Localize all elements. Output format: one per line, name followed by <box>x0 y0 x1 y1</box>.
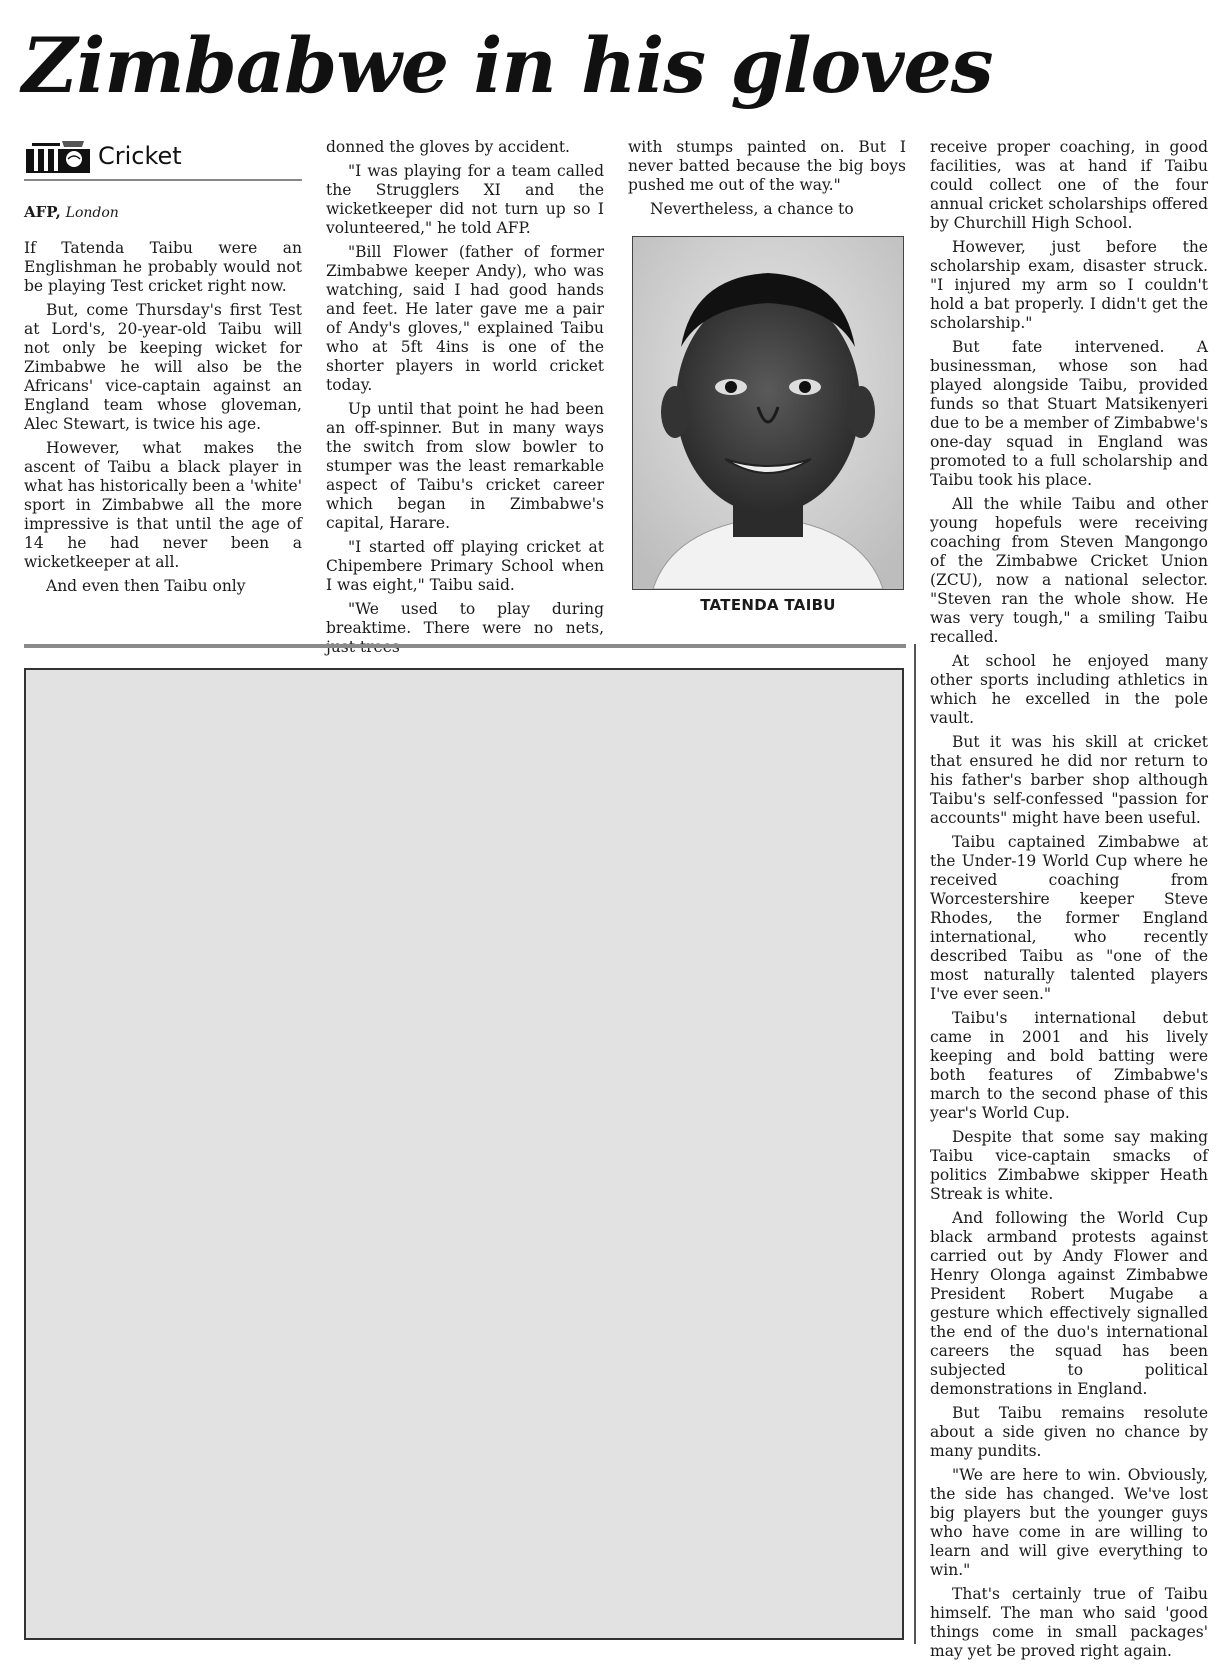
horizontal-divider <box>24 644 906 648</box>
paragraph: However, just before the scholarship exam, disaster struck. "I injured my arm so I couldn't hold a bat properly. I didn't get the scholarship." <box>930 238 1208 332</box>
paragraph: But fate intervened. A businessman, whose son had played alongside Taibu, provided funds so that Stuart Matsikenyeri due to be a member of Zimbabwe's one-day squad in England was promoted to a full scholarship and Taibu took his place. <box>930 338 1208 489</box>
paragraph: Taibu's international debut came in 2001 and his lively keeping and bold batting were both features of Zimbabwe's march to the second phase of this year's World Cup. <box>930 1009 1208 1122</box>
portrait-photo <box>632 236 904 590</box>
paragraph: Nevertheless, a chance to <box>650 200 854 218</box>
portrait-photo-icon <box>633 237 903 589</box>
paragraph: But, come Thursday's first Test at Lord's, 20-year-old Taibu will not only be keeping wicket for Zimbabwe he will also be the Africans' vice-captain against an England team whose gloveman, Alec Stewart, is twice his age. <box>24 301 302 433</box>
paragraph: And even then Taibu only <box>46 577 246 595</box>
paragraph: Despite that some say making Taibu vice-captain smacks of politics Zimbabwe skipper Heath Streak is white. <box>930 1128 1208 1203</box>
paragraph: All the while Taibu and other young hopefuls were receiving coaching from Steven Mangongo of the Zimbabwe Cricket Union (ZCU), now a national selector. "Steven ran the whole show. He was very tough," a smiling Taibu recalled. <box>930 495 1208 646</box>
paragraph: But it was his skill at cricket that ensured he did nor return to his father's barber shop although Taibu's self-confessed "passion for accounts" might have been useful. <box>930 733 1208 827</box>
byline <box>24 203 302 223</box>
paragraph: Taibu captained Zimbabwe at the Under-19 World Cup where he received coaching from Worcestershire keeper Steve Rhodes, the former England international, who recently described Taibu as "one of the most naturally talented players I've ever seen." <box>930 833 1208 1003</box>
blank-ad-panel <box>24 668 904 1640</box>
article-column-2 <box>326 138 604 662</box>
paragraph: "I was playing for a team called the Strugglers XI and the wicketkeeper did not turn up so I volunteered," he told AFP. <box>326 162 604 237</box>
article-column-3 <box>628 138 906 224</box>
paragraph: If Tatenda Taibu were an Englishman he probably would not be playing Test cricket right now. <box>24 239 302 295</box>
paragraph: "We are here to win. Obviously, the side has changed. We've lost big players but the younger guys who have come in are willing to learn and will give everything to win." <box>930 1466 1208 1579</box>
byline-agency: AFP, <box>24 203 61 221</box>
section-label <box>24 136 302 181</box>
vertical-divider <box>914 644 916 1644</box>
section-name: Cricket <box>98 141 182 170</box>
paragraph: And following the World Cup black armband protests against carried out by Andy Flower and Henry Olonga against Zimbabwe President Robert Mugabe a gesture which effectively signalled the end of the duo's international careers the squad has been subjected to political demonstrations in England. <box>930 1209 1208 1398</box>
cricket-wicket-icon <box>24 137 92 175</box>
paragraph: with stumps painted on. But I never batted because the big boys pushed me out of the way." <box>628 138 906 194</box>
paragraph: "I started off playing cricket at Chipembere Primary School when I was eight," Taibu said. <box>326 538 604 594</box>
paragraph: donned the gloves by accident. <box>326 138 570 156</box>
photo-caption: TATENDA TAIBU <box>700 596 836 614</box>
byline-location: London <box>65 205 119 221</box>
article-column-4 <box>930 138 1208 1666</box>
paragraph: Up until that point he had been an off-spinner. But in many ways the switch from slow bowler to stumper was the least remarkable aspect of Taibu's cricket career which began in Zimbabwe's capital, Harare. <box>326 400 604 532</box>
paragraph: receive proper coaching, in good facilities, was at hand if Taibu could collect one of the four annual cricket scholarships offered by Churchill High School. <box>930 138 1208 232</box>
headline: Zimbabwe in his gloves <box>22 21 993 110</box>
paragraph: At school he enjoyed many other sports including athletics in which he excelled in the pole vault. <box>930 652 1208 727</box>
paragraph: "Bill Flower (father of former Zimbabwe keeper Andy), who was watching, said I had good hands and feet. He later gave me a pair of Andy's gloves," explained Taibu who at 5ft 4ins is one of the shorter players in world cricket today. <box>326 243 604 394</box>
paragraph: But Taibu remains resolute about a side given no chance by many pundits. <box>930 1404 1208 1460</box>
paragraph: That's certainly true of Taibu himself. The man who said 'good things come in small packages' may yet be proved right again. <box>930 1585 1208 1660</box>
paragraph: "We used to play during breaktime. There were no nets, <box>326 600 604 637</box>
paragraph: However, what makes the ascent of Taibu a black player in what has historically been a 'white' sport in Zimbabwe all the more impressive is that until the age of 14 he had never been a wicketkeeper at all. <box>24 439 302 571</box>
article-column-1 <box>24 136 302 601</box>
